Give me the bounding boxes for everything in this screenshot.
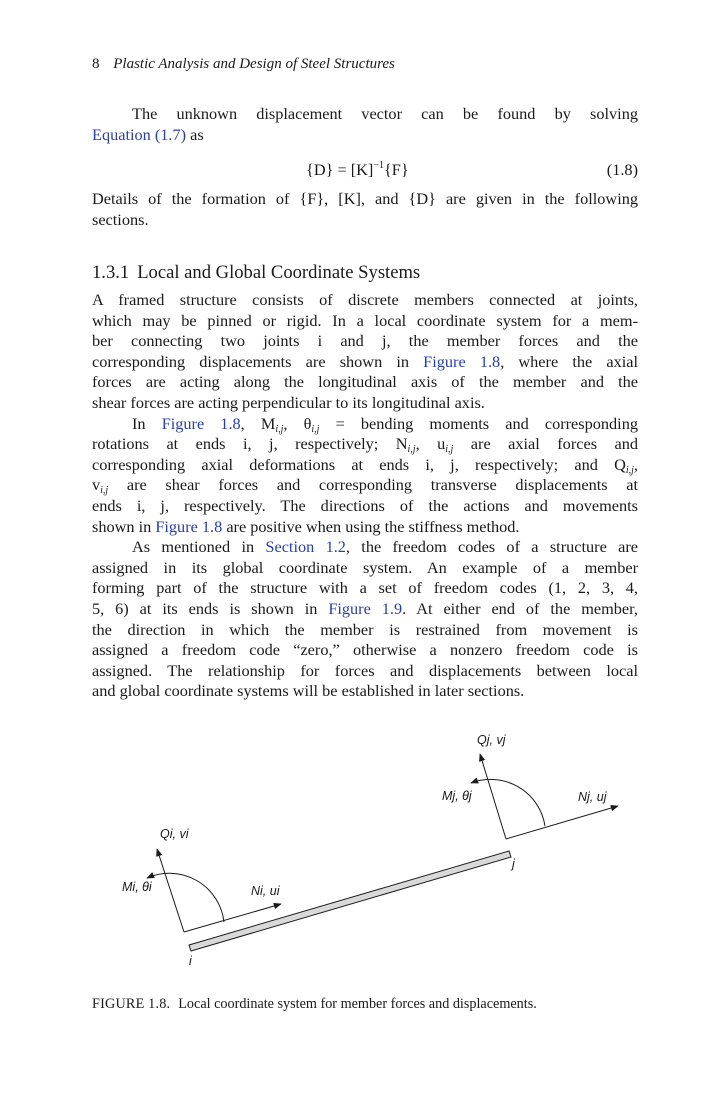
shear-arrow-i	[157, 849, 184, 932]
label-nj: Nj, uj	[578, 790, 607, 804]
label-qi: Qi, vi	[160, 827, 189, 841]
label-mj: Mj, θj	[442, 789, 472, 803]
member-bar	[189, 851, 511, 951]
section-1-2-link[interactable]: Section 1.2	[265, 537, 346, 557]
figure-1-8-link[interactable]: Figure 1.8	[161, 413, 241, 433]
figure-1-8-link[interactable]: Figure 1.8	[155, 516, 223, 536]
figure-1-9-link[interactable]: Figure 1.9	[328, 598, 403, 618]
book-title: Plastic Analysis and Design of Steel Structures	[113, 56, 395, 72]
text-line: The unknown displacement vector can be found by solving	[132, 104, 638, 123]
shear-arrow-j	[480, 754, 506, 839]
equation-link[interactable]: Equation (1.7)	[92, 124, 187, 144]
equation-1-8: $\{D\} = [K]^{-1}\{F\}$	[306, 160, 409, 179]
label-qj: Qj, vj	[477, 733, 506, 747]
moment-arc-i	[147, 873, 224, 922]
text-line: sections.	[92, 209, 149, 229]
axial-arrow-j	[506, 806, 618, 839]
label-ni: Ni, ui	[251, 884, 280, 898]
figure-1-8-link[interactable]: Figure 1.8	[423, 351, 501, 371]
moment-arc-j	[471, 779, 545, 826]
text-line: Details of the formation of {F}, [K], and {D} are given in the following	[92, 189, 638, 208]
label-j: j	[512, 857, 515, 871]
figure-caption: FIGURE 1.8. Local coordinate system for member forces and displacements.	[92, 996, 537, 1012]
page-number: 8	[92, 56, 100, 72]
section-heading: 1.3.1 Local and Global Coordinate Systems	[92, 262, 421, 283]
label-mi: Mi, θi	[122, 880, 152, 894]
paragraph-1: A framed structure consists of discrete members connected at joints, which may be pinned or rigid. In a local coordinate system for a mem- ber connecting two joints i and j, the member forces and the corresponding displacements are shown in Figure 1.8, where the axial forces are acting along the longitudinal axis of the member and the shear forces are acting perpendicular to its longitudinal axis.	[92, 290, 639, 412]
paragraph-3: As mentioned in Section 1.2, the freedom codes of a structure are assigned in its global coordinate system. An example of a member forming part of the structure with a set of freedom codes (1, 2, 3, 4, 5, 6) at its ends is shown in Figure 1.9. At either end of the member, the direction in which the member is restrained from movement is assigned a freedom code “zero,” otherwise a nonzero freedom code is assigned. The relationship for forces and displacements between local and global coordinate systems will be established in later sections.	[92, 537, 638, 701]
paragraph-2: In Figure 1.8, $M_{i,j}$, $\theta_{i,j}$ = bending moments and corresponding rotations at ends i, j, respectively; $N_{i,j}$, $u_{i,j}$ are axial forces and corresponding axial deformations at ends i, j, respectively; and $Q_{i,j}$, $v_{i,j}$ are shear forces and corresponding transverse displacements at ends i, j, respectively. The directions of the actions and movements shown in Figure 1.8 are positive when using the stiffness method.	[92, 413, 639, 536]
equation-number: (1.8)	[606, 160, 638, 179]
label-i: i	[189, 954, 192, 968]
intro-paragraph: The unknown displacement vector can be found by solving Equation (1.7) as	[92, 104, 638, 144]
